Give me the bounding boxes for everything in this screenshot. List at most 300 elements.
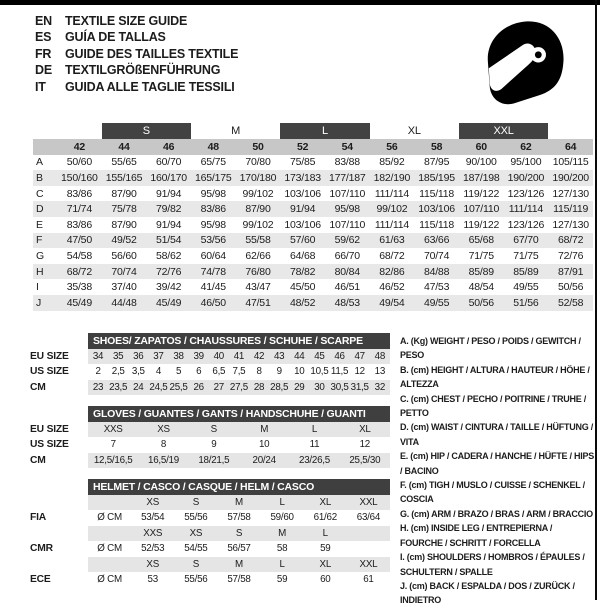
size-value: 46: [330, 349, 350, 365]
measure-value: 160/170: [146, 170, 191, 186]
measure-value: 190/200: [548, 170, 593, 186]
legend-item: E. (cm) HIP / CADERA / HANCHE / HÜFTE / HIPS / BACINO: [400, 451, 595, 476]
size-group-xl: XL: [407, 125, 421, 137]
measure-value: 49/52: [102, 233, 147, 249]
table-row: [30, 453, 390, 469]
measure-value: 91/94: [156, 187, 182, 200]
size-group-xxl: XXL: [459, 123, 548, 139]
size-value: 23: [88, 380, 108, 396]
size-value: L: [304, 526, 347, 542]
measure-value: 60/64: [200, 249, 226, 262]
size-value: 47: [350, 349, 370, 365]
size-value: 23/26,5: [289, 453, 339, 469]
size-value: 57/58: [227, 574, 251, 586]
size-value: XS: [138, 422, 188, 438]
row-letter: A: [36, 156, 43, 169]
measure-value: 95/98: [200, 187, 226, 200]
language-code: EN: [35, 14, 52, 28]
size-value: 6,5: [212, 366, 226, 378]
legend-item: I. (cm) SHOULDERS / HOMBROS / ÉPAULES / SCHULTERN / SPALLE: [400, 552, 585, 577]
measure-value: 58/62: [156, 249, 182, 262]
table-row: [30, 349, 390, 365]
size-value: 28,5: [269, 380, 289, 396]
size-value: XXS: [88, 422, 138, 438]
page-title-de: TEXTILGRÖßENFÜHRUNG: [65, 63, 221, 78]
size-value: 37: [148, 349, 168, 365]
accessory-tables: [30, 333, 390, 599]
measure-value: 57/60: [280, 233, 325, 249]
measure-value: 87/90: [111, 218, 137, 231]
measure-value: 51/56: [504, 295, 549, 311]
size-value: XS: [131, 495, 174, 511]
measure-row-g: [33, 248, 593, 264]
size-value: 54/55: [184, 543, 208, 555]
size-col-42: 42: [57, 139, 102, 155]
measure-value: 84/88: [414, 264, 459, 280]
measure-value: 48/52: [280, 295, 325, 311]
measure-value: 75/78: [102, 201, 147, 217]
size-value: 59: [320, 543, 331, 555]
language-row: [35, 13, 238, 29]
measure-value: 53/56: [191, 233, 236, 249]
size-value: 23,5: [108, 380, 128, 396]
row-label: CMR: [30, 541, 88, 557]
size-value: 12,5/16,5: [88, 453, 138, 469]
measure-value: 82/86: [370, 264, 415, 280]
measure-value: 127/130: [552, 187, 589, 200]
measure-value: 59/62: [325, 233, 370, 249]
size-value: 60: [320, 574, 331, 586]
measure-value: 63/66: [414, 233, 459, 249]
table-row: [30, 541, 390, 557]
page-title-es: GUÍA DE TALLAS: [65, 30, 166, 45]
textile-size-table: [33, 123, 593, 311]
size-col-48: 48: [191, 139, 236, 155]
helmet-section: [30, 479, 390, 588]
measure-value: 95/98: [200, 218, 226, 231]
measure-value: 173/183: [280, 170, 325, 186]
measure-value: 66/70: [334, 249, 360, 262]
section-header-row: [30, 333, 390, 349]
measure-value: 95/98: [325, 201, 370, 217]
measure-row-f: [33, 233, 593, 249]
measure-value: 55/58: [236, 233, 281, 249]
size-value: XS: [174, 526, 217, 542]
table-row: [30, 510, 390, 526]
measure-value: 56/60: [111, 249, 137, 262]
measure-value: 62/66: [245, 249, 271, 262]
language-code: FR: [35, 46, 52, 61]
measure-value: 48/54: [468, 281, 494, 294]
measure-value: 68/72: [379, 249, 405, 262]
measure-value: 119/122: [463, 218, 500, 231]
measure-value: 39/42: [156, 281, 182, 294]
measure-value: 115/119: [548, 201, 593, 217]
measure-value: 83/86: [191, 201, 236, 217]
table-row: [30, 572, 390, 588]
measure-value: 177/187: [325, 170, 370, 186]
measure-row-d: [33, 201, 593, 217]
row-letter: H: [33, 264, 57, 280]
size-value: S: [189, 422, 239, 438]
measure-value: 47/51: [236, 295, 281, 311]
measure-value: 107/110: [329, 218, 366, 231]
measure-value: 170/180: [236, 170, 281, 186]
measure-value: 90/100: [465, 156, 497, 169]
measure-value: 87/91: [548, 264, 593, 280]
size-value: M: [261, 526, 304, 542]
measure-value: 49/55: [513, 281, 539, 294]
measure-value: 45/49: [57, 295, 102, 311]
row-letter: F: [33, 233, 57, 249]
measure-value: 83/86: [66, 187, 92, 200]
measure-value: 115/118: [419, 218, 455, 231]
size-col-56: 56: [370, 139, 415, 155]
row-letter: I: [36, 281, 39, 294]
measure-value: 47/50: [57, 233, 102, 249]
size-value: 11,5: [330, 366, 349, 378]
table-row: [30, 364, 390, 380]
size-group-l: L: [280, 123, 369, 139]
size-value: 48: [370, 349, 390, 365]
measure-value: 182/190: [370, 170, 415, 186]
legend-item: C. (cm) CHEST / PECHO / POITRINE / TRUHE / PETTO: [400, 393, 587, 419]
measure-value: 43/47: [245, 281, 271, 294]
row-letter: B: [33, 170, 57, 186]
measure-value: 37/40: [111, 281, 137, 294]
measure-value: 60/70: [156, 156, 182, 169]
row-label: EU SIZE: [30, 422, 88, 438]
table-row: [30, 495, 390, 511]
size-value: 29: [289, 380, 309, 396]
measure-value: 99/102: [370, 201, 415, 217]
measure-value: 74/78: [191, 264, 236, 280]
row-label: EU SIZE: [30, 349, 88, 365]
size-value: 4: [155, 366, 162, 378]
measure-value: 150/160: [57, 170, 102, 186]
measure-row-c: [33, 186, 593, 202]
legend-item: A. (Kg) WEIGHT / PESO / POIDS / GEWITCH / PESO: [400, 336, 581, 361]
measure-value: 87/90: [111, 187, 137, 200]
language-code: IT: [35, 79, 46, 94]
size-value: 26: [189, 380, 209, 396]
language-row: [35, 46, 238, 62]
size-value: Ø CM: [97, 574, 122, 586]
measure-value: 49/55: [414, 295, 459, 311]
measure-value: 72/76: [557, 249, 584, 262]
size-col-44: 44: [102, 139, 147, 155]
table-row: [30, 380, 390, 396]
top-border-bar: [0, 0, 600, 5]
measure-value: 91/94: [156, 218, 182, 231]
measure-value: 35/38: [66, 281, 92, 294]
row-label: [30, 333, 88, 349]
size-value: XXL: [347, 495, 390, 511]
size-value: 7,5: [232, 366, 246, 378]
measure-value: 70/74: [102, 264, 147, 280]
measure-row-e: [33, 217, 593, 233]
measure-value: 70/80: [245, 156, 271, 169]
legend-item: D. (cm) WAIST / CINTURA / TAILLE / HÜFTUNG / VITA: [400, 422, 593, 447]
helmet-table-body: [30, 479, 390, 588]
measure-value: 50/56: [557, 281, 584, 294]
measure-value: 65/75: [200, 156, 226, 169]
size-value: 3,5: [131, 366, 145, 378]
size-value: 10: [258, 439, 270, 451]
measure-value: 87/90: [236, 201, 281, 217]
size-value: 44: [289, 349, 309, 365]
legend-item: F. (cm) TIGH / MUSLO / CUISSE / SCHENKEL / COSCIA: [400, 480, 585, 505]
size-value: 57/58: [227, 512, 251, 524]
spacer-cell: [33, 123, 57, 139]
size-value: 43: [269, 349, 289, 365]
legend-item: H. (cm) INSIDE LEG / ENTREPIERNA / FOURCHE / SCHRITT / FORCELLA: [400, 523, 553, 548]
size-value: L: [261, 557, 304, 573]
size-value: 11: [309, 439, 320, 451]
measure-row-j: [33, 295, 593, 311]
measure-value: 115/118: [419, 187, 455, 200]
size-value: 58: [276, 543, 288, 555]
measure-value: 190/200: [504, 170, 549, 186]
language-row: [35, 29, 238, 45]
row-label: CM: [30, 453, 88, 469]
size-group-m: M: [231, 125, 241, 137]
measure-value: 75/85: [289, 156, 316, 169]
measure-value: 48/53: [325, 295, 370, 311]
measure-value: 80/84: [325, 264, 370, 280]
size-value: 5: [175, 366, 182, 378]
row-label: ECE: [30, 572, 88, 588]
row-label: US SIZE: [30, 364, 88, 380]
size-value: 34: [88, 349, 108, 365]
size-value: 2: [95, 366, 101, 378]
measure-value: 119/122: [463, 187, 500, 200]
row-letter: G: [36, 249, 44, 262]
size-value: 31,5: [350, 380, 370, 396]
row-label: CM: [30, 380, 88, 396]
row-label: [30, 495, 88, 511]
measure-value: 107/110: [329, 187, 366, 200]
size-value: XL: [304, 557, 347, 573]
size-value: S: [174, 557, 217, 573]
size-value: 10: [294, 366, 305, 378]
measure-value: 103/106: [414, 201, 459, 217]
size-value: M: [217, 557, 260, 573]
size-value: [347, 541, 390, 557]
section-header: HELMET / CASCO / CASQUE / HELM / CASCO: [88, 479, 390, 495]
size-value: 52/53: [141, 543, 165, 555]
measure-value: 185/195: [414, 170, 459, 186]
page-title-it: GUIDA ALLE TAGLIE TESSILI: [65, 79, 235, 94]
size-value: 8: [160, 439, 167, 451]
size-value: XXL: [347, 557, 390, 573]
measure-value: 64/68: [289, 249, 316, 262]
size-value: 35: [108, 349, 128, 365]
row-letter: J: [33, 295, 57, 311]
main-table-body: [33, 123, 593, 311]
legend-item: B. (cm) HEIGHT / ALTURA / HAUTEUR / HÖHE / ALTEZZA: [400, 364, 590, 390]
size-col-50: 50: [236, 139, 281, 155]
measure-value: 46/52: [379, 281, 405, 294]
size-value: 12: [359, 439, 371, 451]
size-col-64: 64: [548, 139, 593, 155]
size-value: 45: [309, 349, 329, 365]
section-header: SHOES/ ZAPATOS / CHAUSSURES / SCHUHE / SCARPE: [88, 333, 390, 349]
size-value: [347, 526, 390, 542]
size-number-row: [33, 139, 593, 155]
size-value: 9: [276, 366, 282, 378]
size-value: 59: [276, 574, 288, 586]
size-value: 63/64: [356, 512, 381, 524]
size-value: 56/57: [227, 543, 251, 555]
page-title-fr: GUIDE DES TAILLES TEXTILE: [65, 46, 239, 61]
row-label: FIA: [30, 510, 88, 526]
measure-row-b: [33, 170, 593, 186]
measure-value: 127/130: [552, 218, 589, 231]
language-code: ES: [35, 30, 52, 45]
measure-value: 99/102: [242, 187, 274, 200]
language-row: [35, 79, 238, 95]
size-value: 12: [354, 366, 365, 378]
measure-value: 65/68: [459, 233, 504, 249]
size-value: 41: [229, 349, 249, 365]
measure-value: 71/74: [57, 201, 102, 217]
size-value: 36: [128, 349, 148, 365]
size-value: 18/21,5: [189, 453, 239, 469]
measure-row-h: [33, 264, 593, 280]
measure-value: 52/58: [548, 295, 593, 311]
row-label: [30, 557, 88, 573]
size-value: 42: [249, 349, 269, 365]
size-value: 53: [147, 574, 158, 586]
shoes-table-body: [30, 333, 390, 395]
measure-value: 155/165: [102, 170, 147, 186]
measure-value: 105/115: [552, 156, 589, 169]
size-value: 30: [309, 380, 329, 396]
helmet-icon: [478, 16, 568, 108]
size-value: 24: [128, 380, 148, 396]
section-header-row: [30, 479, 390, 495]
measure-value: 68/72: [548, 233, 593, 249]
measure-value: 46/51: [334, 281, 360, 294]
measure-value: 99/102: [242, 218, 274, 231]
measure-value: 165/175: [191, 170, 236, 186]
table-row: [30, 526, 390, 542]
size-value: S: [217, 526, 260, 542]
measure-value: 61/63: [370, 233, 415, 249]
measure-value: 72/76: [146, 264, 191, 280]
measure-value: 67/70: [504, 233, 549, 249]
measure-value: 55/65: [111, 156, 137, 169]
measure-value: 91/94: [280, 201, 325, 217]
measure-row-i: [33, 279, 593, 295]
section-header: GLOVES / GUANTES / GANTS / HANDSCHUHE / GUANTI: [88, 406, 390, 422]
size-value: 8: [256, 366, 262, 378]
size-value: Ø CM: [97, 543, 122, 555]
size-value: L: [261, 495, 304, 511]
measure-value: 45/50: [289, 281, 316, 294]
measure-value: 71/75: [513, 249, 539, 262]
measure-value: 71/75: [468, 249, 494, 262]
measure-value: 79/82: [146, 201, 191, 217]
size-value: 25,5/30: [340, 453, 390, 469]
row-letter: E: [36, 218, 43, 231]
measure-value: 46/50: [191, 295, 236, 311]
measure-value: 83/86: [66, 218, 92, 231]
measure-value: 103/106: [284, 218, 321, 231]
measure-value: 41/45: [200, 281, 226, 294]
size-value: 39: [189, 349, 209, 365]
measure-value: 111/114: [374, 187, 410, 200]
row-label: [30, 479, 88, 495]
size-group-s: S: [102, 123, 191, 139]
page-title: TEXTILE SIZE GUIDE: [65, 14, 188, 28]
legend-item: J. (cm) BACK / ESPALDA / DOS / ZURÜCK / INDIETRO: [400, 580, 575, 606]
size-value: 59/60: [270, 512, 294, 524]
measure-value: 95/100: [510, 156, 542, 169]
legend-item: G. (cm) ARM / BRAZO / BRAS / ARM / BRACCIO: [400, 508, 593, 519]
measure-value: 76/80: [236, 264, 281, 280]
size-value: 40: [209, 349, 229, 365]
size-col-54: 54: [325, 139, 370, 155]
size-value: 7: [110, 439, 116, 451]
section-header-row: [30, 406, 390, 422]
measure-value: 68/72: [57, 264, 102, 280]
measure-value: 50/60: [66, 156, 92, 169]
size-col-62: 62: [504, 139, 549, 155]
table-row: [30, 422, 390, 438]
measure-value: 85/89: [504, 264, 549, 280]
size-value: M: [239, 422, 289, 438]
measure-value: 103/106: [284, 187, 321, 200]
measure-row-a: [33, 155, 593, 171]
measure-value: 123/126: [507, 218, 545, 231]
size-value: 27: [209, 380, 229, 396]
language-code: DE: [35, 63, 52, 78]
size-value: 61: [363, 574, 374, 586]
size-value: XL: [340, 422, 390, 438]
measure-value: 45/49: [146, 295, 191, 311]
size-value: XS: [131, 557, 174, 573]
size-value: 2,5: [111, 366, 125, 378]
size-value: 25,5: [169, 380, 189, 396]
size-value: [88, 526, 131, 542]
size-value: 24,5: [148, 380, 168, 396]
shoes-section: [30, 333, 390, 395]
measure-value: 51/54: [146, 233, 191, 249]
size-value: 55/56: [184, 512, 208, 524]
measure-value: 70/74: [423, 249, 450, 262]
size-value: 9: [211, 439, 217, 451]
measure-value: 187/198: [459, 170, 504, 186]
size-col-58: 58: [414, 139, 459, 155]
size-value: 10,5: [310, 366, 329, 378]
size-value: [88, 557, 131, 573]
size-value: 61/62: [313, 512, 337, 524]
table-row: [30, 437, 390, 453]
measure-value: 107/110: [459, 201, 504, 217]
size-value: 32: [370, 380, 390, 396]
spacer-cell: [57, 123, 102, 139]
size-value: 20/24: [239, 453, 289, 469]
size-value: Ø CM: [97, 512, 122, 524]
size-value: 38: [169, 349, 189, 365]
row-label: [30, 406, 88, 422]
size-group-row: [33, 123, 593, 139]
size-value: M: [217, 495, 260, 511]
measure-value: 54/58: [66, 249, 92, 262]
spacer-cell: [33, 139, 57, 155]
